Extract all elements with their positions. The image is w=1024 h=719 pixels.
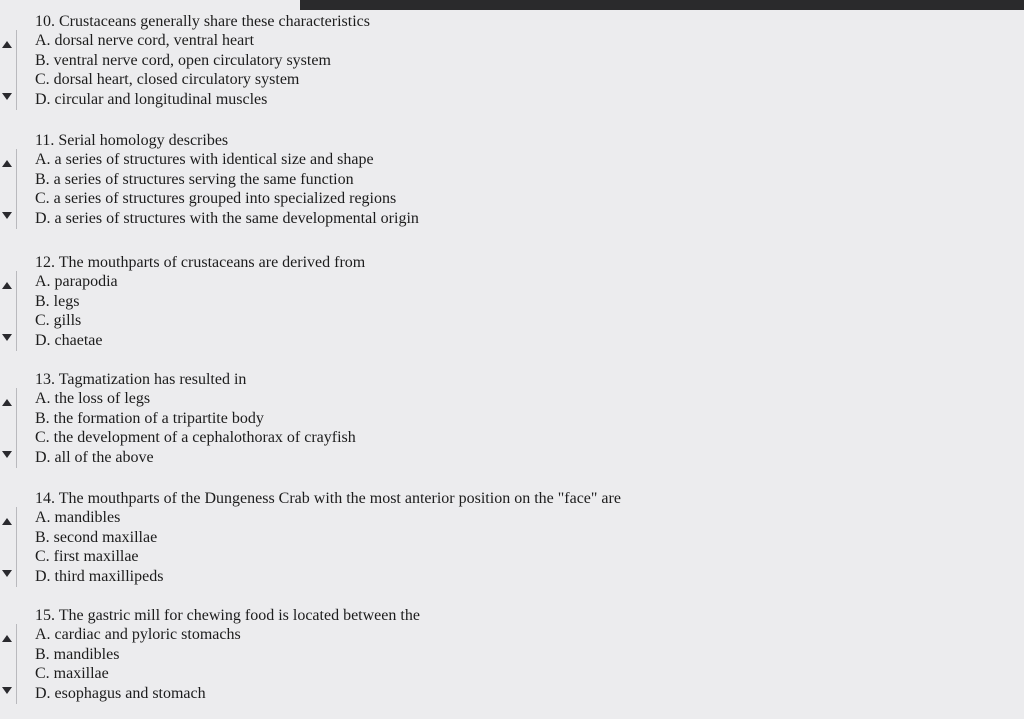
option-a: A. mandibles <box>35 509 121 526</box>
option-d: D. a series of structures with the same developmental origin <box>35 210 419 227</box>
question-15 <box>0 606 1024 710</box>
arrow-up-icon[interactable] <box>2 160 12 167</box>
question-13 <box>0 370 1024 474</box>
question-title: 11. Serial homology describes <box>35 132 229 149</box>
option-b: B. legs <box>35 293 80 310</box>
arrow-down-icon[interactable] <box>2 687 12 694</box>
option-b: B. a series of structures serving the same function <box>35 171 354 188</box>
arrow-up-icon[interactable] <box>2 399 12 406</box>
option-a: A. the loss of legs <box>35 390 151 407</box>
question-title: 13. Tagmatization has resulted in <box>35 371 247 388</box>
arrow-up-icon[interactable] <box>2 41 12 48</box>
option-d: D. chaetae <box>35 332 103 349</box>
answer-stepper[interactable] <box>0 507 17 587</box>
option-c: C. a series of structures grouped into specialized regions <box>35 190 397 207</box>
question-title: 15. The gastric mill for chewing food is located between the <box>35 607 420 624</box>
question-title: 12. The mouthparts of crustaceans are derived from <box>35 254 366 271</box>
arrow-up-icon[interactable] <box>2 518 12 525</box>
top-dark-strip <box>300 0 1024 10</box>
option-c: C. the development of a cephalothorax of crayfish <box>35 429 356 446</box>
option-b: B. mandibles <box>35 646 120 663</box>
question-14 <box>0 489 1024 593</box>
option-c: C. dorsal heart, closed circulatory system <box>35 71 300 88</box>
question-10 <box>0 12 1024 116</box>
arrow-down-icon[interactable] <box>2 451 12 458</box>
answer-stepper[interactable] <box>0 388 17 468</box>
arrow-up-icon[interactable] <box>2 282 12 289</box>
option-d: D. third maxillipeds <box>35 568 164 585</box>
option-d: D. esophagus and stomach <box>35 685 206 702</box>
option-b: B. ventral nerve cord, open circulatory system <box>35 52 331 69</box>
answer-stepper[interactable] <box>0 149 17 229</box>
arrow-down-icon[interactable] <box>2 212 12 219</box>
arrow-up-icon[interactable] <box>2 635 12 642</box>
question-12 <box>0 253 1024 357</box>
window-top-bar <box>0 0 1024 12</box>
question-title: 14. The mouthparts of the Dungeness Crab with the most anterior position on the "face" are <box>35 490 621 507</box>
option-b: B. second maxillae <box>35 529 158 546</box>
arrow-down-icon[interactable] <box>2 334 12 341</box>
option-a: A. a series of structures with identical size and shape <box>35 151 374 168</box>
option-c: C. gills <box>35 312 82 329</box>
arrow-down-icon[interactable] <box>2 570 12 577</box>
option-c: C. maxillae <box>35 665 109 682</box>
option-a: A. parapodia <box>35 273 118 290</box>
option-b: B. the formation of a tripartite body <box>35 410 264 427</box>
question-title: 10. Crustaceans generally share these characteristics <box>35 13 370 30</box>
option-a: A. dorsal nerve cord, ventral heart <box>35 32 255 49</box>
option-d: D. all of the above <box>35 449 154 466</box>
arrow-down-icon[interactable] <box>2 93 12 100</box>
answer-stepper[interactable] <box>0 624 17 704</box>
answer-stepper[interactable] <box>0 271 17 351</box>
answer-stepper[interactable] <box>0 30 17 110</box>
option-a: A. cardiac and pyloric stomachs <box>35 626 241 643</box>
question-11 <box>0 131 1024 235</box>
option-c: C. first maxillae <box>35 548 139 565</box>
option-d: D. circular and longitudinal muscles <box>35 91 268 108</box>
